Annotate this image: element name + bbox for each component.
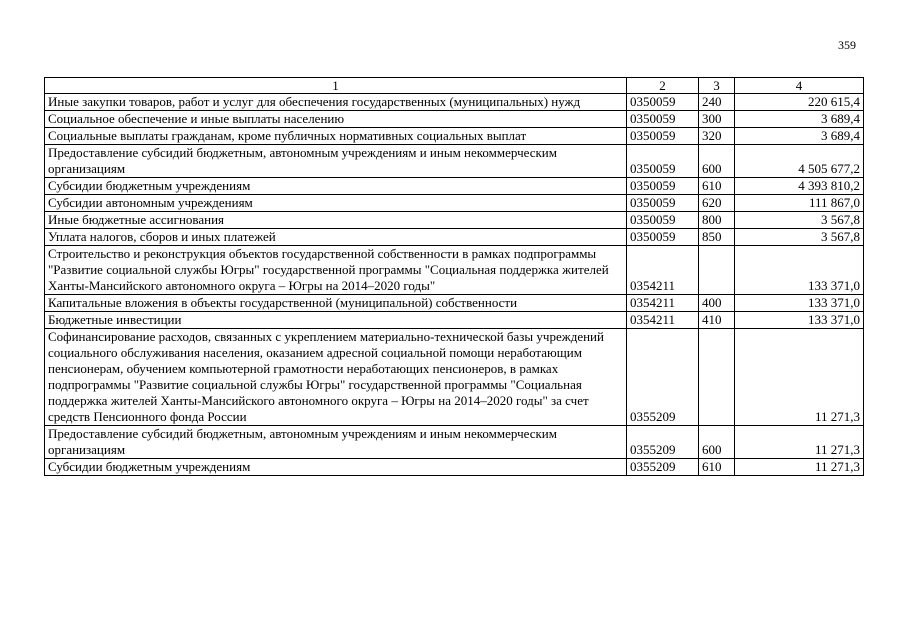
row-amount: 3 689,4: [735, 111, 864, 128]
table-header: [45, 78, 864, 94]
row-type: 620: [699, 195, 735, 212]
row-amount: 3 567,8: [735, 212, 864, 229]
row-amount: 133 371,0: [735, 295, 864, 312]
row-amount: 133 371,0: [735, 246, 864, 295]
table-row: [45, 94, 864, 111]
row-amount: 4 393 810,2: [735, 178, 864, 195]
row-type: [699, 246, 735, 295]
table-row: [45, 459, 864, 476]
row-code: 0350059: [627, 212, 699, 229]
row-code: 0354211: [627, 246, 699, 295]
row-type: 410: [699, 312, 735, 329]
table-body: [45, 94, 864, 476]
table-row: [45, 145, 864, 178]
table-row: [45, 111, 864, 128]
row-name: Предоставление субсидий бюджетным, автономным учреждениям и иным некоммерческим организациям: [45, 426, 627, 459]
row-type: [699, 329, 735, 426]
row-name: Капитальные вложения в объекты государственной (муниципальной) собственности: [45, 295, 627, 312]
row-type: 400: [699, 295, 735, 312]
header-col-2: 2: [627, 78, 699, 94]
row-amount: 220 615,4: [735, 94, 864, 111]
page-number: 359: [838, 38, 856, 52]
row-name: Социальное обеспечение и иные выплаты населению: [45, 111, 627, 128]
table-row: [45, 178, 864, 195]
row-name: Субсидии бюджетным учреждениям: [45, 178, 627, 195]
table-row: [45, 195, 864, 212]
row-code: 0350059: [627, 195, 699, 212]
table-row: [45, 312, 864, 329]
row-type: 610: [699, 459, 735, 476]
row-name: Строительство и реконструкция объектов государственной собственности в рамках подпрограммы "Развитие социальной службы Югры" государственной программы "Социальная поддержка жителей Ханты-Мансийского автономного округа – Югры на 2014–2020 годы": [45, 246, 627, 295]
row-name: Уплата налогов, сборов и иных платежей: [45, 229, 627, 246]
row-amount: 3 689,4: [735, 128, 864, 145]
row-name: Иные бюджетные ассигнования: [45, 212, 627, 229]
row-code: 0355209: [627, 426, 699, 459]
row-amount: 111 867,0: [735, 195, 864, 212]
header-col-4: 4: [735, 78, 864, 94]
header-row: [45, 78, 864, 94]
row-type: 320: [699, 128, 735, 145]
table-row: [45, 426, 864, 459]
row-type: 300: [699, 111, 735, 128]
row-amount: 11 271,3: [735, 426, 864, 459]
budget-table: [44, 77, 864, 476]
table-row: [45, 295, 864, 312]
row-code: 0355209: [627, 329, 699, 426]
header-col-1: 1: [45, 78, 627, 94]
row-name: Субсидии бюджетным учреждениям: [45, 459, 627, 476]
row-name: Субсидии автономным учреждениям: [45, 195, 627, 212]
row-type: 850: [699, 229, 735, 246]
row-type: 800: [699, 212, 735, 229]
row-code: 0350059: [627, 229, 699, 246]
row-code: 0350059: [627, 111, 699, 128]
row-type: 600: [699, 426, 735, 459]
row-type: 610: [699, 178, 735, 195]
table-row: [45, 128, 864, 145]
table-row: [45, 212, 864, 229]
row-name: Предоставление субсидий бюджетным, автономным учреждениям и иным некоммерческим организациям: [45, 145, 627, 178]
row-code: 0350059: [627, 128, 699, 145]
table-row: [45, 329, 864, 426]
row-type: 240: [699, 94, 735, 111]
row-amount: 4 505 677,2: [735, 145, 864, 178]
row-name: Софинансирование расходов, связанных с укреплением материально-технической базы учреждений социального обслуживания населения, оказанием адресной социальной помощи неработающим пенсионерам, обучением компьютерной грамотности неработающих пенсионеров, в рамках подпрограммы "Развитие социальной службы Югры" государственной программы "Социальная поддержка жителей Ханты-Мансийского автономного округа – Югры на 2014–2020 годы" за счет средств Пенсионного фонда России: [45, 329, 627, 426]
row-amount: 133 371,0: [735, 312, 864, 329]
row-code: 0350059: [627, 178, 699, 195]
row-code: 0354211: [627, 312, 699, 329]
row-name: Иные закупки товаров, работ и услуг для обеспечения государственных (муниципальных) нужд: [45, 94, 627, 111]
row-name: Социальные выплаты гражданам, кроме публичных нормативных социальных выплат: [45, 128, 627, 145]
row-name: Бюджетные инвестиции: [45, 312, 627, 329]
row-amount: 11 271,3: [735, 459, 864, 476]
row-code: 0354211: [627, 295, 699, 312]
row-amount: 3 567,8: [735, 229, 864, 246]
header-col-3: 3: [699, 78, 735, 94]
row-code: 0350059: [627, 145, 699, 178]
table-row: [45, 229, 864, 246]
table-row: [45, 246, 864, 295]
row-type: 600: [699, 145, 735, 178]
row-amount: 11 271,3: [735, 329, 864, 426]
row-code: 0350059: [627, 94, 699, 111]
row-code: 0355209: [627, 459, 699, 476]
